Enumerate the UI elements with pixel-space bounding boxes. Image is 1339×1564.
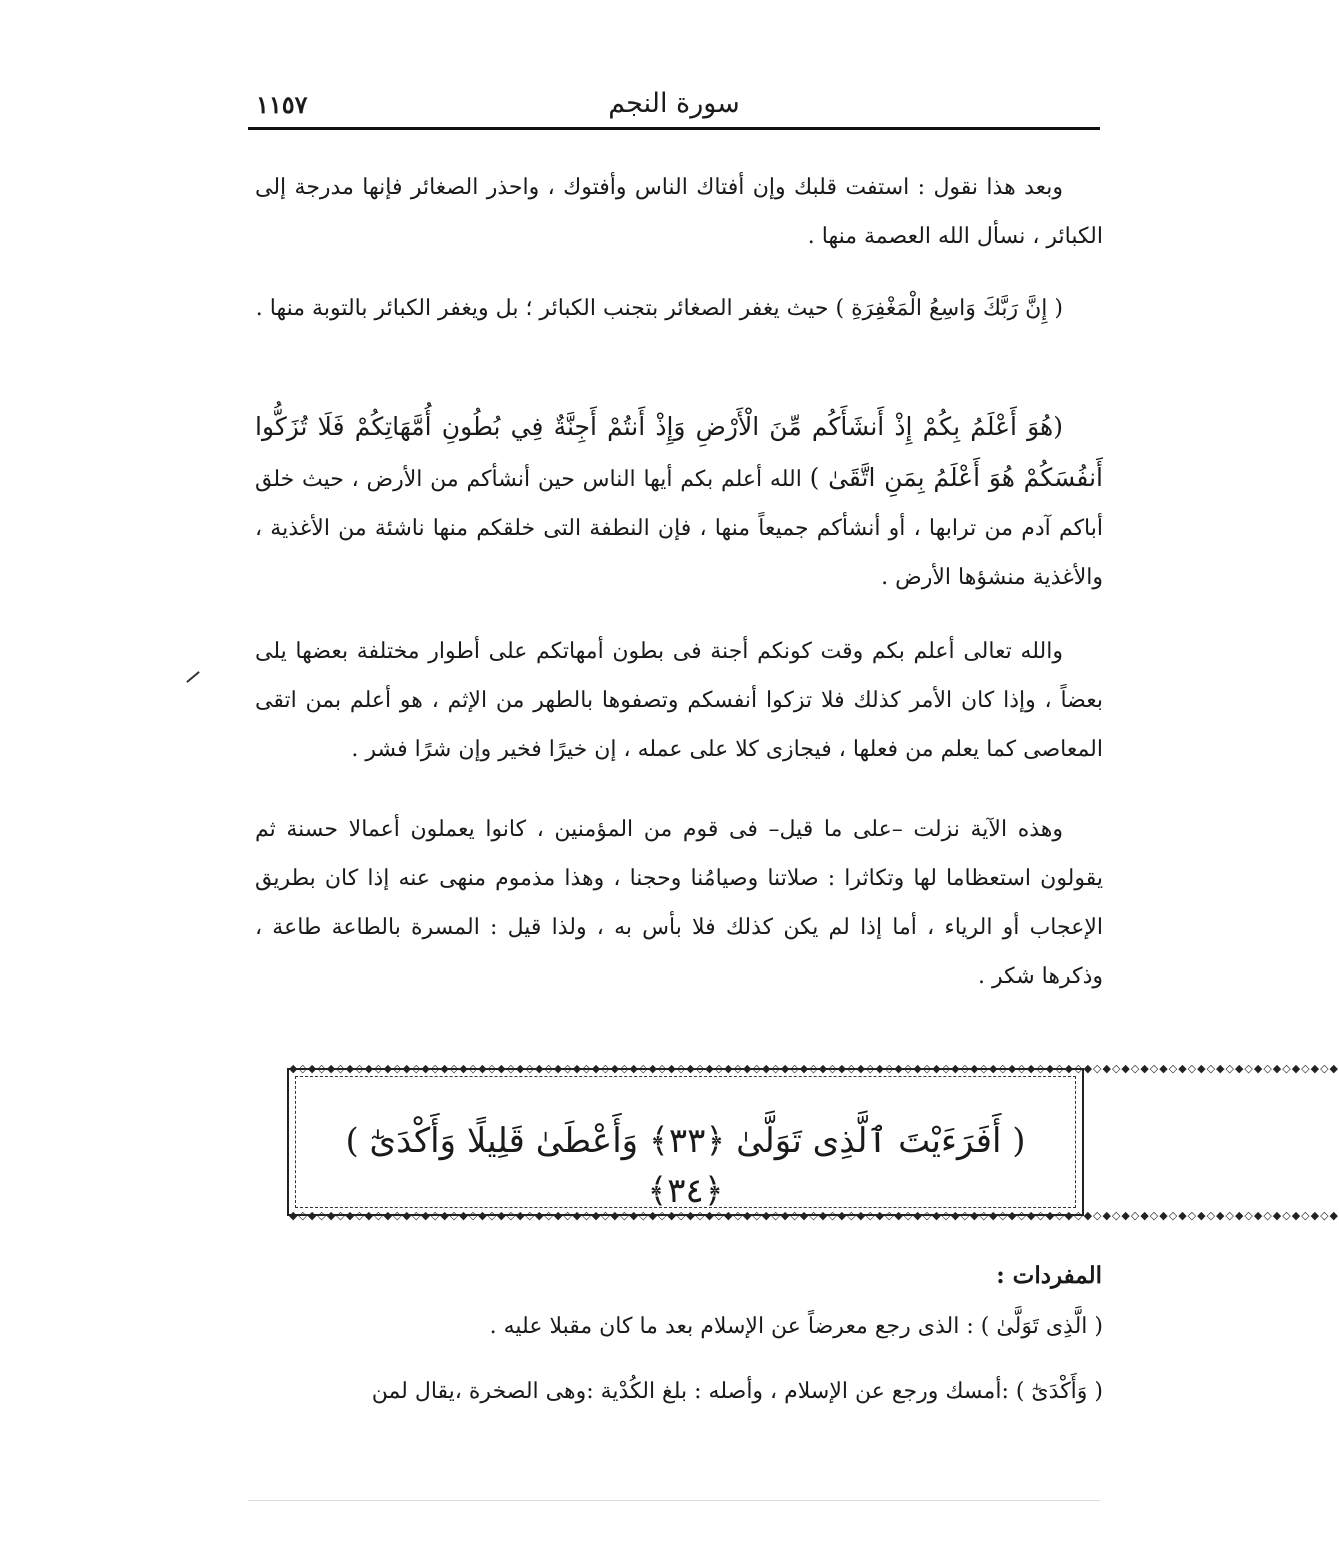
paragraph-text: والله تعالى أعلم بكم وقت كونكم أجنة فى بطون أمهاتكم على أطوار مختلفة بعضها يلى بعضاً ، وإذا كان الأمر كذلك فلا تزكوا أنفسكم وتصفوها بالطهر من الإثم ، هو أعلم بمن اتقى المعاصى كما يعلم من فعلها ، فيجازى كلا على عمله ، إن خيرًا فخير وإن شرًا فشر . <box>255 639 1103 762</box>
verse-frame <box>287 1062 1339 1222</box>
paragraph-text <box>255 402 1103 602</box>
paragraph-text: ( إِنَّ رَبَّكَ وَاسِعُ الْمَغْفِرَةِ ) حيث يغفر الصغائر بتجنب الكبائر ؛ بل ويغفر الكبائر بالتوبة منها . <box>255 296 1063 321</box>
margin-pen-mark <box>186 671 200 683</box>
surah-title: سورة النجم <box>608 88 740 119</box>
paragraph-2 <box>255 284 1103 333</box>
page-header <box>248 86 1100 126</box>
vocabulary-item-2: ( وَأَكْدَىٰٓ ) :أمسك ورجع عن الإسلام ، وأصله : بلغ الكُدْية :وهى الصخرة ،يقال لمن <box>371 1379 1103 1404</box>
paragraph-text: وبعد هذا نقول : استفت قلبك وإن أفتاك الناس وأفتوك ، واحذر الصغائر فإنها مدرجة إلى الكبائر ، نسأل الله العصمة منها . <box>255 175 1103 249</box>
paragraph-text: وهذه الآية نزلت –على ما قيل– فى قوم من المؤمنين ، كانوا يعملون أعمالا حسنة ثم يقولون استعظاما لها وتكاثرا : صلاتنا وصيامُنا وحجنا ، وهذا مذموم منهى عنه إذا كان بطريق الإعجاب أو الرياء ، أما إذا لم يكن كذلك فلا بأس به ، ولذا قيل : المسرة بالطاعة طاعة ، وذكرها شكر . <box>255 817 1103 989</box>
vocabulary-heading: المفردات : <box>996 1262 1102 1289</box>
commentary-text: الله أعلم بكم أيها الناس حين أنشأكم من الأرض ، حيث خلق أباكم آدم من ترابها ، أو أنشأكم جميعاً منها ، فإن النطفة التى خلقكم منها ناشئة من الأغذية ، والأغذية منشؤها الأرض . <box>255 467 1103 590</box>
header-rule <box>248 127 1100 130</box>
quran-quote: (هُوَ أَعْلَمُ بِكُمْ إِذْ أَنشَأَكُم مِّنَ الْأَرْضِ وَإِذْ أَنتُمْ أَجِنَّةٌ فِي بُطُونِ أُمَّهَاتِكُمْ فَلَا تُزَكُّوا أَنفُسَكُمْ هُوَ أَعْلَمُ بِمَنِ اتَّقَىٰ ) <box>255 412 1103 492</box>
page-number: ١١٥٧ <box>256 90 308 119</box>
paragraph-1 <box>255 163 1103 261</box>
paragraph-5 <box>255 805 1103 1001</box>
paragraph-4 <box>255 627 1103 774</box>
frame-ornament-top: ◆◇◆◇◆◇◆◇◆◇◆◇◆◇◆◇◆◇◆◇◆◇◆◇◆◇◆◇◆◇◆◇◆◇◆◇◆◇◆◇◆◇◆◇◆◇◆◇◆◇◆◇◆◇◆◇◆◇◆◇◆◇◆◇◆◇◆◇◆◇◆◇◆◇◆◇◆◇◆◇◆◇◆◇◆◇◆◇◆◇◆◇◆◇◆◇◆◇◆◇◆◇◆◇◆◇◆◇◆◇◆ <box>289 1062 1339 1075</box>
scan-artifact-line <box>248 1500 1100 1501</box>
frame-ornament-bottom: ◆◇◆◇◆◇◆◇◆◇◆◇◆◇◆◇◆◇◆◇◆◇◆◇◆◇◆◇◆◇◆◇◆◇◆◇◆◇◆◇◆◇◆◇◆◇◆◇◆◇◆◇◆◇◆◇◆◇◆◇◆◇◆◇◆◇◆◇◆◇◆◇◆◇◆◇◆◇◆◇◆◇◆◇◆◇◆◇◆◇◆◇◆◇◆◇◆◇◆◇◆◇◆◇◆◇◆◇◆◇◆ <box>289 1209 1339 1222</box>
verse-text: ( أَفَرَءَيْتَ ٱلَّذِى تَوَلَّىٰ ﴿٣٣﴾ وَأَعْطَىٰ قَلِيلًا وَأَكْدَىٰٓ ) ﴿٣٤﴾ <box>345 1121 1026 1211</box>
paragraph-3 <box>255 402 1103 602</box>
vocabulary-item-1: ( الَّذِى تَوَلَّىٰ ) : الذى رجع معرضاً عن الإسلام بعد ما كان مقبلا عليه . <box>489 1314 1103 1339</box>
